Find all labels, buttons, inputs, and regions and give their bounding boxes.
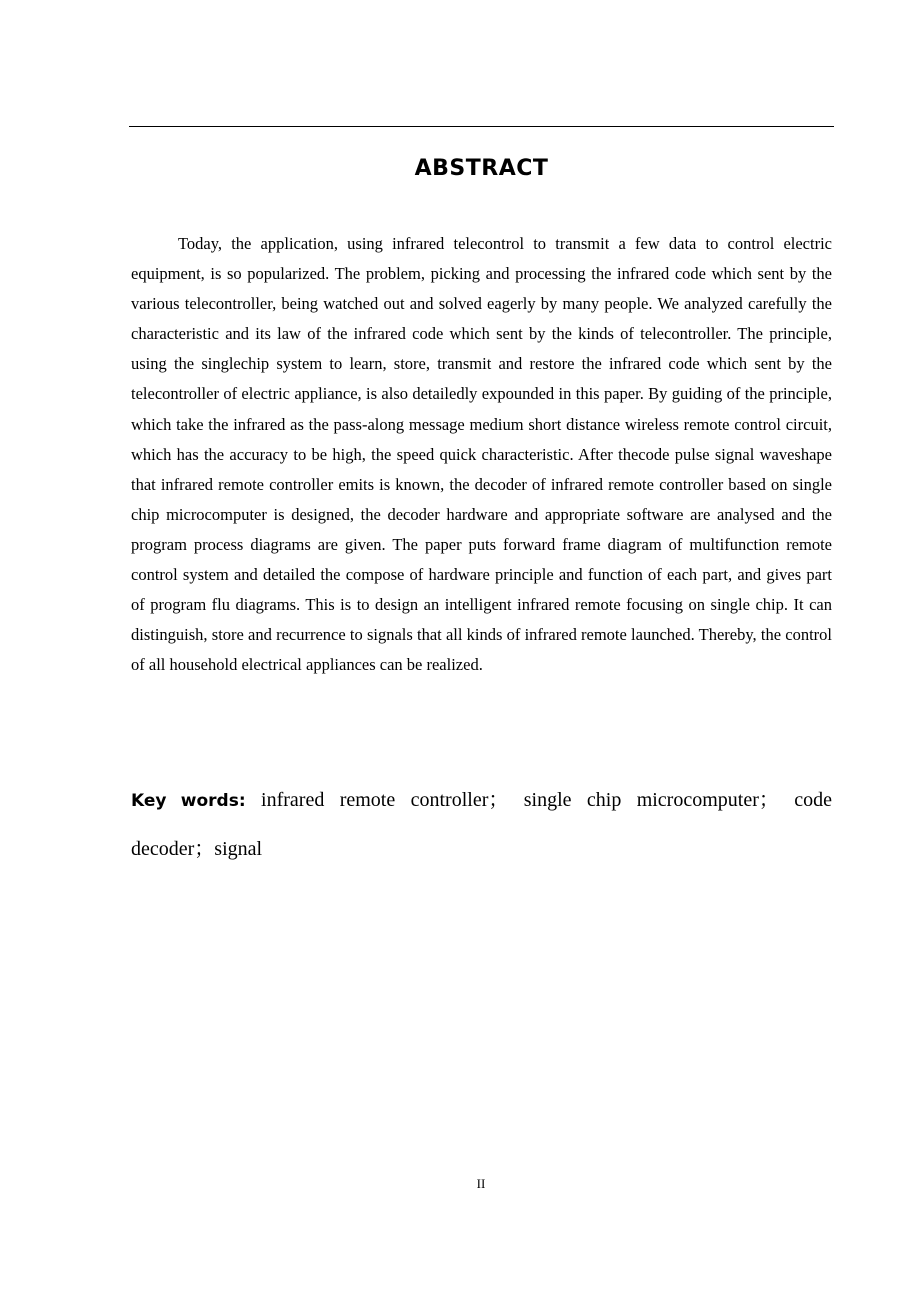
page-title: ABSTRACT	[414, 156, 549, 181]
keywords	[131, 776, 832, 873]
abstract-body: Today, the application, using infrared telecontrol to transmit a few data to control electric equipment, is so popularized. The problem, picking and processing the infrared code which sent by the various telecontroller, being watched out and solved eagerly by many people. We analyzed carefully the characteristic and its law of the infrared code which sent by the kinds of telecontroller. The principle, using the singlechip system to learn, store, transmit and restore the infrared code which sent by the telecontroller of electric appliance, is also detailedly expounded in this paper. By guiding of the principle, which take the infrared as the pass-along message medium short distance wireless remote control circuit, which has the accuracy to be high, the speed quick characteristic. After thecode pulse signal waveshape that infrared remote controller emits is known, the decoder of infrared remote controller based on single chip microcomputer is designed, the decoder hardware and appropriate software are analysed and the program process diagrams are given. The paper puts forward frame diagram of multifunction remote control system and detailed the compose of hardware principle and function of each part, and gives part of program flu diagrams. This is to design an intelligent infrared remote focusing on single chip. It can distinguish, store and recurrence to signals that all kinds of infrared remote launched. Thereby, the control of all household electrical appliances can be realized.	[131, 234, 832, 675]
page-number: II	[476, 1176, 486, 1191]
keywords-text: infrared remote controller； single chip microcomputer； code decoder；signal	[131, 789, 833, 860]
keywords-label: Key words:	[131, 791, 246, 811]
header-rule	[129, 126, 834, 127]
